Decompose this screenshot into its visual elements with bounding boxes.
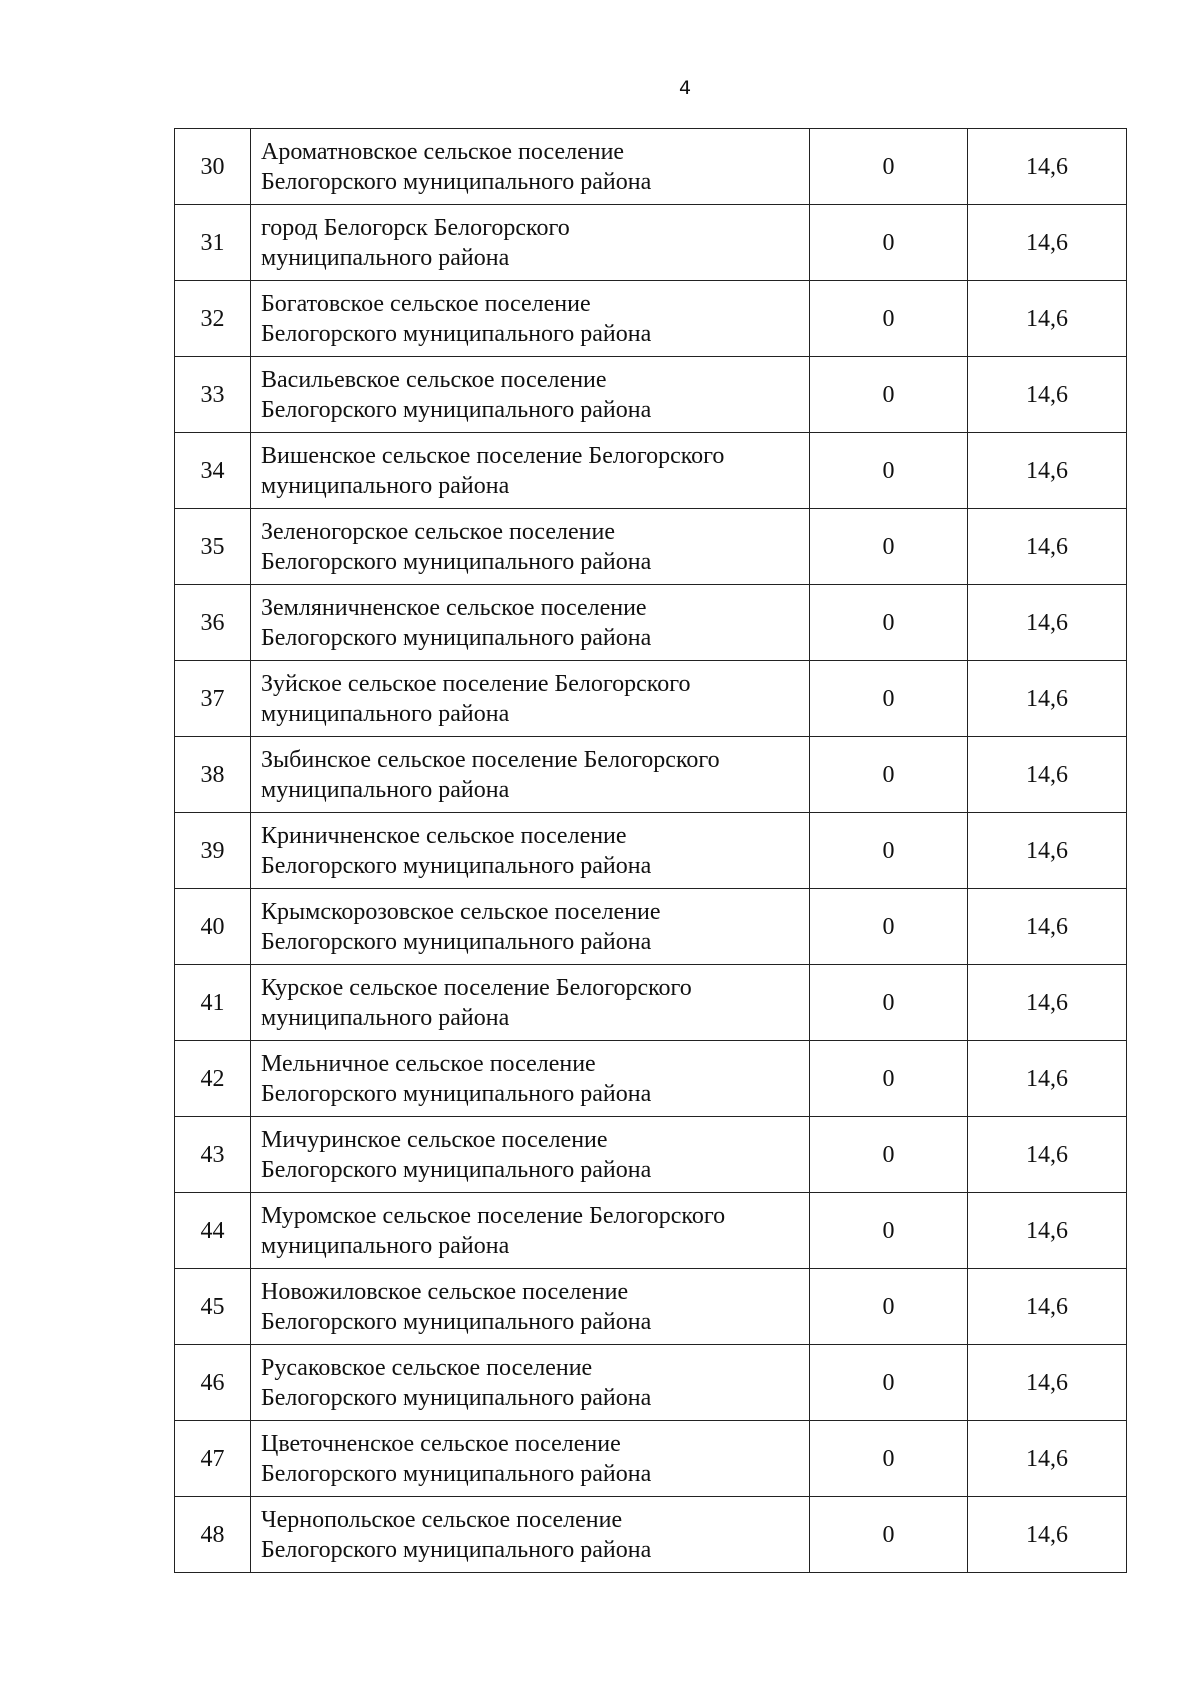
value-cell-2: 14,6: [968, 1193, 1127, 1269]
row-number-cell: 43: [175, 1117, 251, 1193]
settlement-name-line-2: Белогорского муниципального района: [261, 1080, 652, 1107]
settlement-name-cell: [251, 433, 810, 509]
value-cell-1: 0: [810, 1041, 968, 1117]
value-cell-2: 14,6: [968, 661, 1127, 737]
settlement-name-line-2: Белогорского муниципального района: [261, 1308, 652, 1335]
settlement-name-cell: [251, 357, 810, 433]
value-cell-1: 0: [810, 281, 968, 357]
row-number-cell: 40: [175, 889, 251, 965]
table-row: [175, 1269, 1127, 1345]
value-cell-2: 14,6: [968, 1269, 1127, 1345]
settlement-name-line-1: Зеленогорское сельское поселение: [261, 518, 615, 545]
value-cell-1: 0: [810, 737, 968, 813]
settlement-name-line-2: Белогорского муниципального района: [261, 396, 652, 423]
settlement-name-cell: [251, 281, 810, 357]
table-row: [175, 1345, 1127, 1421]
value-cell-1: 0: [810, 889, 968, 965]
row-number-cell: 34: [175, 433, 251, 509]
settlement-name-line-2: муниципального района: [261, 700, 510, 727]
settlement-name-cell: [251, 585, 810, 661]
settlement-name-cell: [251, 509, 810, 585]
settlement-name-line-1: Вишенское сельское поселение Белогорского: [261, 442, 725, 469]
settlement-name-line-2: Белогорского муниципального района: [261, 320, 652, 347]
table-row: [175, 1497, 1127, 1573]
value-cell-1: 0: [810, 1117, 968, 1193]
value-cell-2: 14,6: [968, 1421, 1127, 1497]
value-cell-1: 0: [810, 1345, 968, 1421]
value-cell-1: 0: [810, 1421, 968, 1497]
row-number-cell: 30: [175, 129, 251, 205]
value-cell-2: 14,6: [968, 1345, 1127, 1421]
settlement-name-line-1: Новожиловское сельское поселение: [261, 1278, 629, 1305]
row-number-cell: 35: [175, 509, 251, 585]
table-row: [175, 1421, 1127, 1497]
value-cell-2: 14,6: [968, 433, 1127, 509]
settlement-name-cell: [251, 1041, 810, 1117]
value-cell-2: 14,6: [968, 889, 1127, 965]
row-number-cell: 47: [175, 1421, 251, 1497]
settlement-name-cell: [251, 889, 810, 965]
settlement-name-line-2: Белогорского муниципального района: [261, 1460, 652, 1487]
table-row: [175, 1041, 1127, 1117]
settlement-name-line-1: Богатовское сельское поселение: [261, 290, 591, 317]
table-row: [175, 1117, 1127, 1193]
settlement-name-line-1: Чернопольское сельское поселение: [261, 1506, 623, 1533]
table-row: [175, 205, 1127, 281]
value-cell-1: 0: [810, 1269, 968, 1345]
settlement-name-cell: [251, 661, 810, 737]
value-cell-2: 14,6: [968, 965, 1127, 1041]
value-cell-2: 14,6: [968, 509, 1127, 585]
row-number-cell: 39: [175, 813, 251, 889]
settlement-name-line-1: Мичуринское сельское поселение: [261, 1126, 608, 1153]
value-cell-1: 0: [810, 205, 968, 281]
settlement-name-line-2: муниципального района: [261, 472, 510, 499]
value-cell-2: 14,6: [968, 737, 1127, 813]
value-cell-1: 0: [810, 1193, 968, 1269]
row-number-cell: 44: [175, 1193, 251, 1269]
table-row: [175, 889, 1127, 965]
row-number-cell: 48: [175, 1497, 251, 1573]
settlement-name-cell: [251, 1345, 810, 1421]
value-cell-1: 0: [810, 813, 968, 889]
row-number-cell: 36: [175, 585, 251, 661]
settlement-name-line-2: Белогорского муниципального района: [261, 168, 652, 195]
settlement-name-cell: [251, 1497, 810, 1573]
settlement-name-line-2: Белогорского муниципального района: [261, 928, 652, 955]
settlement-name-line-1: Земляничненское сельское поселение: [261, 594, 647, 621]
settlement-name-cell: [251, 1421, 810, 1497]
settlement-name-line-1: Ароматновское сельское поселение: [261, 138, 625, 165]
settlement-name-line-2: муниципального района: [261, 244, 510, 271]
value-cell-1: 0: [810, 433, 968, 509]
value-cell-1: 0: [810, 357, 968, 433]
table-body: [175, 129, 1127, 1573]
settlement-name-cell: [251, 1117, 810, 1193]
settlements-table: [174, 128, 1127, 1573]
settlement-name-line-1: Мельничное сельское поселение: [261, 1050, 596, 1077]
settlement-name-cell: [251, 737, 810, 813]
row-number-cell: 37: [175, 661, 251, 737]
settlement-name-line-2: муниципального района: [261, 776, 510, 803]
table-row: [175, 661, 1127, 737]
value-cell-2: 14,6: [968, 1117, 1127, 1193]
settlement-name-line-1: Васильевское сельское поселение: [261, 366, 607, 393]
settlement-name-line-2: Белогорского муниципального района: [261, 548, 652, 575]
settlement-name-line-2: Белогорского муниципального района: [261, 624, 652, 651]
table-row: [175, 585, 1127, 661]
row-number-cell: 42: [175, 1041, 251, 1117]
settlement-name-line-2: муниципального района: [261, 1232, 510, 1259]
value-cell-1: 0: [810, 129, 968, 205]
settlement-name-line-2: Белогорского муниципального района: [261, 1156, 652, 1183]
settlement-name-cell: [251, 1193, 810, 1269]
settlement-name-line-1: Криничненское сельское поселение: [261, 822, 627, 849]
value-cell-1: 0: [810, 1497, 968, 1573]
table-row: [175, 281, 1127, 357]
page-number: 4: [678, 77, 692, 99]
value-cell-2: 14,6: [968, 129, 1127, 205]
row-number-cell: 32: [175, 281, 251, 357]
value-cell-2: 14,6: [968, 205, 1127, 281]
table-row: [175, 965, 1127, 1041]
settlement-name-cell: [251, 1269, 810, 1345]
value-cell-2: 14,6: [968, 585, 1127, 661]
settlement-name-line-1: Зуйское сельское поселение Белогорского: [261, 670, 691, 697]
settlement-name-cell: [251, 965, 810, 1041]
settlement-name-line-1: город Белогорск Белогорского: [261, 214, 570, 241]
settlement-name-line-1: Цветочненское сельское поселение: [261, 1430, 621, 1457]
row-number-cell: 33: [175, 357, 251, 433]
settlement-name-line-1: Курское сельское поселение Белогорского: [261, 974, 692, 1001]
value-cell-1: 0: [810, 965, 968, 1041]
row-number-cell: 41: [175, 965, 251, 1041]
settlement-name-line-2: Белогорского муниципального района: [261, 852, 652, 879]
value-cell-2: 14,6: [968, 357, 1127, 433]
settlement-name-cell: [251, 813, 810, 889]
settlement-name-line-2: муниципального района: [261, 1004, 510, 1031]
settlement-name-line-1: Русаковское сельское поселение: [261, 1354, 593, 1381]
table-row: [175, 509, 1127, 585]
settlement-name-line-2: Белогорского муниципального района: [261, 1536, 652, 1563]
row-number-cell: 38: [175, 737, 251, 813]
settlement-name-cell: [251, 205, 810, 281]
table-row: [175, 129, 1127, 205]
settlement-name-line-2: Белогорского муниципального района: [261, 1384, 652, 1411]
row-number-cell: 31: [175, 205, 251, 281]
table-row: [175, 737, 1127, 813]
table-row: [175, 433, 1127, 509]
row-number-cell: 45: [175, 1269, 251, 1345]
settlement-name-line-1: Крымскорозовское сельское поселение: [261, 898, 661, 925]
row-number-cell: 46: [175, 1345, 251, 1421]
table-row: [175, 357, 1127, 433]
table-row: [175, 1193, 1127, 1269]
value-cell-2: 14,6: [968, 813, 1127, 889]
settlement-name-cell: [251, 129, 810, 205]
settlement-name-line-1: Муромское сельское поселение Белогорского: [261, 1202, 726, 1229]
settlement-name-line-1: Зыбинское сельское поселение Белогорского: [261, 746, 720, 773]
value-cell-2: 14,6: [968, 1497, 1127, 1573]
value-cell-1: 0: [810, 509, 968, 585]
table-row: [175, 813, 1127, 889]
value-cell-1: 0: [810, 585, 968, 661]
value-cell-2: 14,6: [968, 281, 1127, 357]
value-cell-2: 14,6: [968, 1041, 1127, 1117]
value-cell-1: 0: [810, 661, 968, 737]
